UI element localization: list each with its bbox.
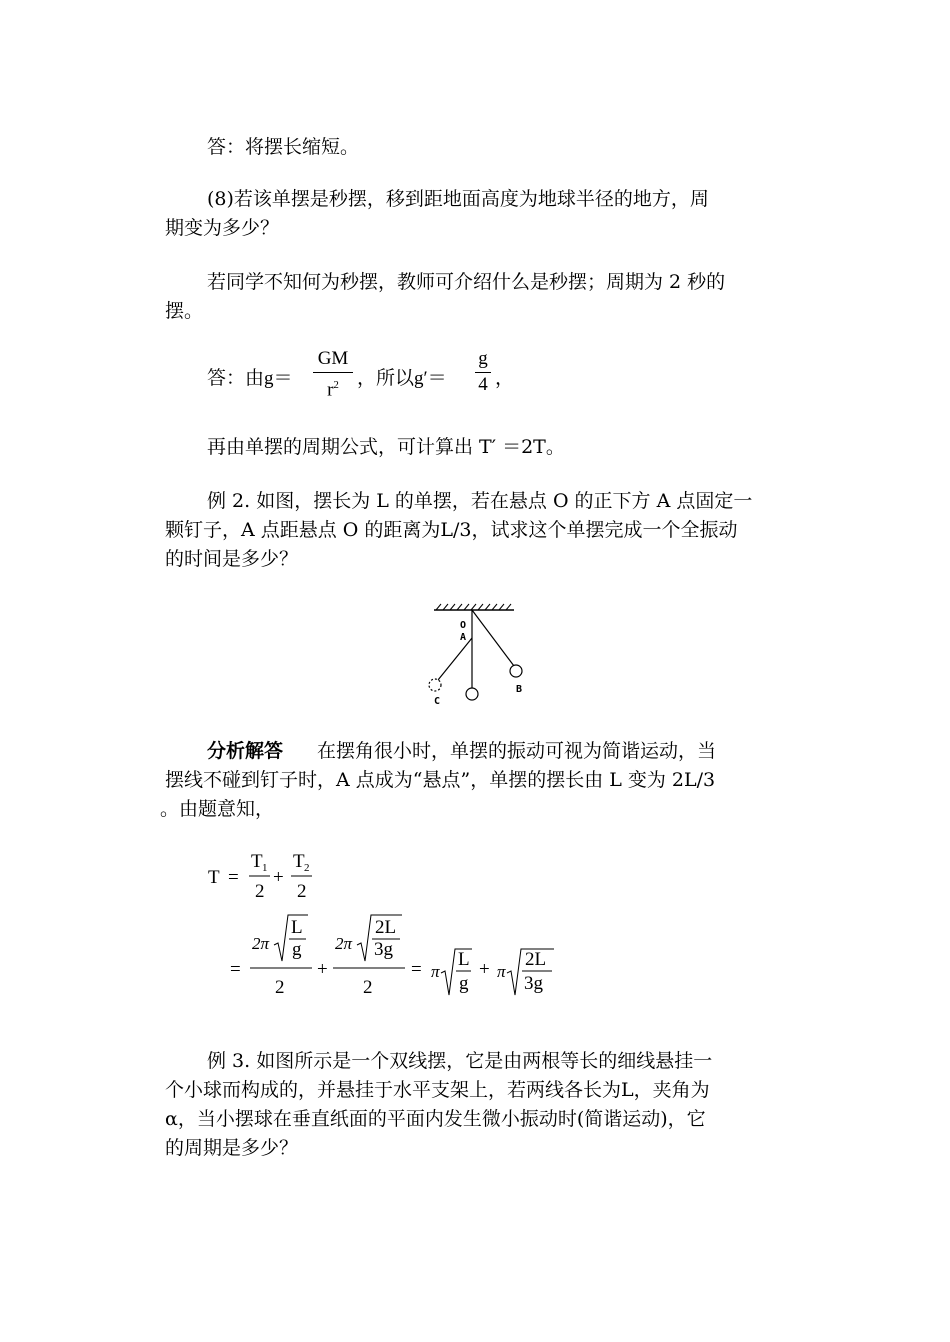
fraction-bar bbox=[475, 372, 491, 373]
formula-two: 2 bbox=[275, 977, 285, 998]
formula-eq-2: = bbox=[230, 959, 241, 980]
bob-c bbox=[429, 679, 441, 691]
formula-eq-1: = bbox=[228, 867, 239, 888]
formula-t1: T bbox=[251, 851, 263, 872]
example-2-line-1: 例 2. 如图，摆长为 L 的单摆，若在悬点 O 的正下方 A 点固定一 bbox=[207, 490, 753, 512]
formula-two: 2 bbox=[255, 881, 265, 902]
analysis-line-1 bbox=[207, 739, 716, 763]
formula-t2: T bbox=[293, 851, 305, 872]
fraction-numerator: GM bbox=[317, 348, 349, 369]
answer-line: 答：将摆长缩短。 bbox=[207, 136, 360, 158]
formula-two-l: 2L bbox=[375, 917, 397, 938]
formula-eq-3: = bbox=[411, 959, 422, 980]
answer-gravity-formula bbox=[207, 348, 527, 408]
formula-sub-1: 1 bbox=[262, 862, 268, 874]
answer-prefix: 答：由g＝ bbox=[207, 368, 293, 389]
analysis-heading: 分析解答 bbox=[207, 740, 284, 762]
label-c: C bbox=[434, 696, 441, 707]
answer-middle: ，所以g′＝ bbox=[357, 368, 447, 389]
formula-two-pi: 2π bbox=[252, 934, 270, 953]
pendulum-figure bbox=[420, 600, 540, 712]
example-3-line-3: α，当小摆球在垂直纸面的平面内发生微小振动时(简谐运动)，它 bbox=[165, 1108, 706, 1130]
formula-sub-2: 2 bbox=[304, 862, 310, 874]
analysis-text: 在摆角很小时，单摆的振动可视为简谐运动，当 bbox=[317, 740, 717, 762]
question-8-line-2: 期变为多少？ bbox=[165, 217, 280, 239]
pendulum-string-to-b bbox=[472, 610, 514, 666]
example-2-line-2: 颗钉子，A 点距悬点 O 的距离为L/3，试求这个单摆完成一个全振动 bbox=[165, 519, 738, 541]
ceiling-hatching bbox=[436, 604, 511, 610]
formula-two: 2 bbox=[363, 977, 373, 998]
question-8-line-1: (8)若该单摆是秒摆，移到距地面高度为地球半径的地方，周 bbox=[207, 188, 709, 210]
formula-pi: π bbox=[431, 962, 440, 981]
example-3-line-4: 的周期是多少？ bbox=[165, 1137, 299, 1159]
formula-g: g bbox=[459, 973, 469, 994]
formula-three-g: 3g bbox=[374, 939, 393, 960]
fraction-denominator: $r^2$ bbox=[327, 379, 339, 401]
label-o: O bbox=[460, 620, 467, 631]
teacher-note-line-1: 若同学不知何为秒摆，教师可介绍什么是秒摆；周期为 2 秒的 bbox=[207, 271, 726, 293]
label-b: B bbox=[516, 684, 523, 695]
answer-suffix: ， bbox=[495, 368, 515, 389]
label-a: A bbox=[460, 632, 467, 643]
formula-three-g: 3g bbox=[524, 973, 543, 994]
pendulum-string-to-c bbox=[438, 638, 472, 680]
fraction-gm-over-r2 bbox=[313, 348, 353, 400]
bob-center bbox=[466, 688, 478, 700]
example-3-line-1: 例 3. 如图所示是一个双线摆，它是由两根等长的细线悬挂一 bbox=[207, 1050, 713, 1072]
formula-plus-1: + bbox=[273, 867, 284, 888]
fraction-numerator: g bbox=[478, 348, 488, 369]
formula-two-l: 2L bbox=[525, 949, 547, 970]
formula-l: L bbox=[291, 917, 303, 938]
analysis-line-2: 摆线不碰到钉子时，A 点成为“悬点”，单摆的摆长由 L 变为 2L/3 bbox=[165, 769, 716, 791]
teacher-note-line-2: 摆。 bbox=[165, 300, 204, 322]
example-3-line-2: 个小球而构成的，并悬挂于水平支架上，若两线各长为L，夹角为 bbox=[165, 1079, 710, 1101]
fraction-g-over-4 bbox=[475, 348, 491, 395]
example-2-line-3: 的时间是多少？ bbox=[165, 548, 299, 570]
formula-two-pi: 2π bbox=[335, 934, 353, 953]
formula-t: T bbox=[208, 867, 220, 888]
formula-plus-2: + bbox=[317, 959, 328, 980]
analysis-line-3: 。由题意知， bbox=[160, 798, 275, 820]
period-formula bbox=[200, 845, 570, 1005]
formula-pi: π bbox=[497, 962, 506, 981]
formula-g: g bbox=[292, 939, 302, 960]
period-result-line: 再由单摆的周期公式，可计算出 T′ ＝2T。 bbox=[207, 436, 565, 458]
formula-two: 2 bbox=[297, 881, 307, 902]
formula-plus-3: + bbox=[479, 959, 490, 980]
fraction-bar bbox=[313, 372, 353, 373]
fraction-denominator: 4 bbox=[478, 374, 488, 395]
formula-l: L bbox=[458, 949, 470, 970]
bob-b bbox=[510, 665, 522, 677]
